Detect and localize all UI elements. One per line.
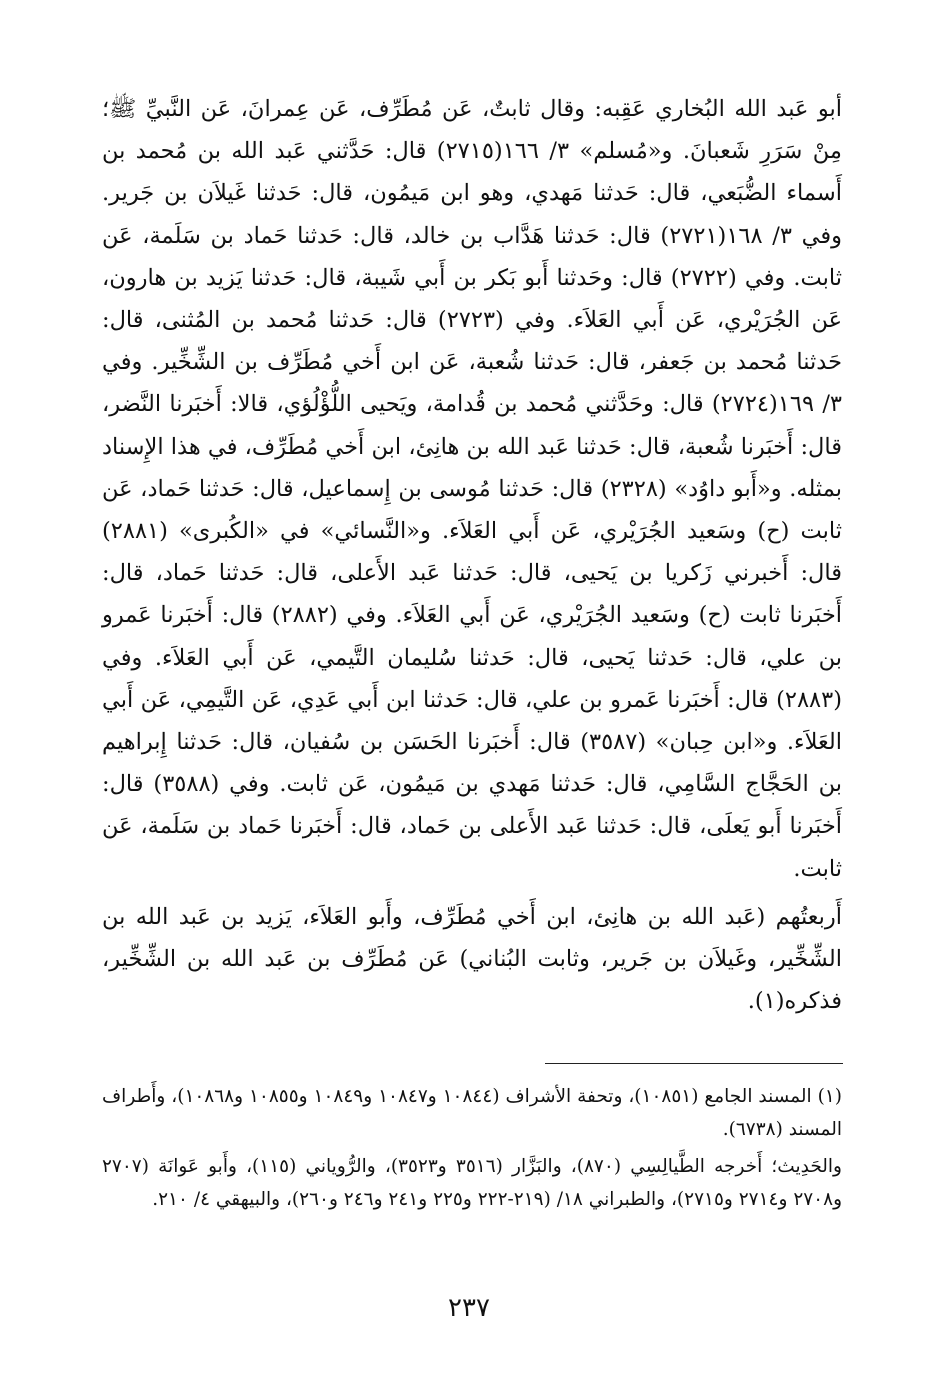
page-number: ٢٣٧: [448, 1293, 490, 1323]
summary-paragraph: أَربعتُهم (عَبد الله بن هانِئ، ابن أَخي مُطَرِّف، وأَبو العَلاَء، يَزيد بن عَبد الله بن الشِّخِّير، وغَيلاَن بن جَرير، وثابت البُناني) عَن مُطَرِّف بن عَبد الله بن الشِّخِّير، فذكره(١).: [102, 903, 842, 1015]
footnote-1: (١) المسند الجامع (١٠٨٥١)، وتحفة الأشراف (١٠٨٤٤ و١٠٨٤٧ و١٠٨٤٩ و١٠٨٥٥ و١٠٨٦٨)، وأَطراف المسند (٦٧٣٨).: [102, 1086, 842, 1140]
main-text-block: [102, 88, 842, 1022]
footnotes-block: [102, 1080, 842, 1220]
footnote-2: والحَدِيث؛ أَخرجه الطَّيالِسِي (٨٧٠)، والبَزَّار (٣٥١٦ و٣٥٢٣)، والرُّوياني (١١٥)، وأَبو عَوانَة (٢٧٠٧ و٢٧٠٨ و٢٧١٤ و٢٧١٥)، والطبراني ١٨/ (٢١٩-٢٢٢ و٢٢٥ و٢٤١ و٢٤٦ و٢٦٠)، والبيهقي ٤/ ٢١٠.: [102, 1156, 842, 1210]
footnote-separator: [545, 1063, 843, 1064]
hadith-chain-paragraph: أبو عَبد الله البُخاري عَقِبه: وقال ثابتٌ، عَن مُطَرِّف، عَن عِمرانَ، عَن النَّبيِّ ﷺ؛ مِنْ سَرَرِ شَعبانَ. و«مُسلم» ٣/ ١٦٦(٢٧١٥) قال: حَدَّثني عَبد الله بن مُحمد بن أَسماء الضُّبَعي، قال: حَدثنا مَهدي، وهو ابن مَيمُون، قال: حَدثنا غَيلاَن بن جَرير. وفي ٣/ ١٦٨(٢٧٢١) قال: حَدثنا هَدَّاب بن خالد، قال: حَدثنا حَماد بن سَلَمة، عَن ثابت. وفي (٢٧٢٢) قال: وحَدثنا أَبو بَكر بن أَبي شَيبة، قال: حَدثنا يَزيد بن هارون، عَن الجُرَيْري، عَن أَبي العَلاَء. وفي (٢٧٢٣) قال: حَدثنا مُحمد بن المُثنى، قال: حَدثنا مُحمد بن جَعفر، قال: حَدثنا شُعبة، عَن ابن أَخي مُطَرِّف بن الشِّخِّير. وفي ٣/ ١٦٩(٢٧٢٤) قال: وحَدَّثني مُحمد بن قُدامة، ويَحيى اللُّؤْلُؤي، قالا: أَخبَرنا النَّضر، قال: أَخبَرنا شُعبة، قال: حَدثنا عَبد الله بن هانِئ، ابن أَخي مُطَرِّف، في هذا الإِسناد بمثله. و«أَبو داوُد» (٢٣٢٨) قال: حَدثنا مُوسى بن إِسماعيل، قال: حَدثنا حَماد، عَن ثابت (ح) وسَعيد الجُرَيْري، عَن أَبي العَلاَء. و«النَّسائي» في «الكُبرى» (٢٨٨١) قال: أَخبرني زَكريا بن يَحيى، قال: حَدثنا عَبد الأَعلى، قال: حَدثنا حَماد، قال: أَخبَرنا ثابت (ح) وسَعيد الجُرَيْري، عَن أَبي العَلاَء. وفي (٢٨٨٢) قال: أَخبَرنا عَمرو بن علي، قال: حَدثنا يَحيى، قال: حَدثنا سُليمان التَّيمي، عَن أَبي العَلاَء. وفي (٢٨٨٣) قال: أَخبَرنا عَمرو بن علي، قال: حَدثنا ابن أَبي عَدِي، عَن التَّيمِي، عَن أَبي العَلاَء. و«ابن حِبان» (٣٥٨٧) قال: أَخبَرنا الحَسَن بن سُفيان، قال: حَدثنا إِبراهيم بن الحَجَّاج السَّامِي، قال: حَدثنا مَهدي بن مَيمُون، عَن ثابت. وفي (٣٥٨٨) قال: أَخبَرنا أَبو يَعلَى، قال: حَدثنا عَبد الأَعلى بن حَماد، قال: أَخبَرنا حَماد بن سَلَمة، عَن ثابت.: [102, 96, 843, 882]
